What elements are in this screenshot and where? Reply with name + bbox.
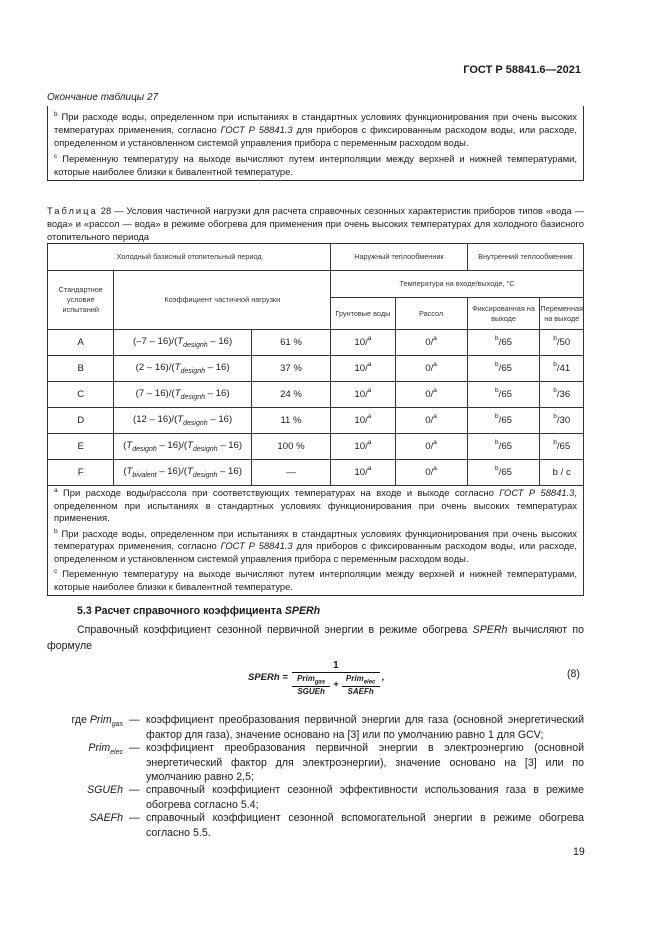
section-symbol: SPERh xyxy=(284,605,321,617)
note-text: для приборов с фиксированным расходом воды, или расходе, определенном и установленном системой управления прибора с переменным расходом воды. xyxy=(54,540,577,564)
cell-brine: 0/$^a$ xyxy=(395,434,467,460)
table-footnotes xyxy=(47,484,584,596)
definition-text: справочный коэффициент сезонной эффективности использования газа в режиме обогрева согласно 5.4; xyxy=(146,784,584,811)
cell-coefficient: $(-7 - 16)/(T_{designh} - 16)$ xyxy=(114,330,251,356)
header-fixed-outlet: Фиксированная на выходе xyxy=(467,298,540,330)
table-row xyxy=(48,460,584,486)
formula-saefh: SAEFh xyxy=(347,686,374,696)
header-period: Холодный базисный отопительный период xyxy=(48,244,331,271)
cell-percent: 61 % xyxy=(251,330,330,356)
cell-fixed: $^b$/65 xyxy=(467,356,540,382)
definition-dash: — xyxy=(129,714,140,726)
header-temperature: Температура на входе/выходе, °С xyxy=(331,271,584,298)
equation-number: (8) xyxy=(567,668,580,680)
header-brine: Рассол xyxy=(395,298,467,330)
document-header: ГОСТ Р 58841.6—2021 xyxy=(463,64,581,76)
note-text: При расходе воды/рассола при соответствующих температурах на входе и выходе согласно xyxy=(57,487,500,498)
cell-variable: b / c xyxy=(540,460,584,486)
definition-text: коэффициент преобразования первичной энергии для газа (основной энергетический фактор для газа), значение основано на [3] или по умолчанию равно 1 для GCV; xyxy=(146,714,584,741)
note-text: для приборов с фиксированным расходом воды, или расходе, определенном и установленном системой управления прибора с переменным расходом воды. xyxy=(54,124,577,148)
continuation-label: Окончание таблицы 27 xyxy=(47,92,159,103)
note-mark: b xyxy=(54,111,58,118)
note-text: При расходе воды, определенном при испытаниях в стандартных условиях функционирования при очень высоких температурах применения, согласно xyxy=(54,111,577,135)
table-row xyxy=(48,382,584,408)
formula-numerator: 1 xyxy=(333,660,339,671)
definition-text: справочный коэффициент сезонной вспомогательной энергии в режиме обогрева согласно 5.5. xyxy=(146,812,584,839)
paragraph-text: Справочный коэффициент сезонной первичной энергии в режиме обогрева xyxy=(77,624,473,636)
note-c xyxy=(48,149,583,178)
cell-ground-water: 10/$^a$ xyxy=(331,460,395,486)
cell-fixed: $^b$/65 xyxy=(467,382,540,408)
footnote-a xyxy=(48,484,583,525)
header-coefficient: Коэффициент частичной нагрузки xyxy=(114,271,331,330)
cell-condition: D xyxy=(48,408,114,434)
formula-comma: , xyxy=(381,672,385,684)
table-caption xyxy=(47,204,584,243)
table-row xyxy=(48,356,584,382)
cell-ground-water: 10/$^a$ xyxy=(331,330,395,356)
definition-dash: — xyxy=(129,812,140,824)
cell-brine: 0/$^a$ xyxy=(395,356,467,382)
header-condition: Стандартное условие испытаний xyxy=(48,271,114,330)
table-row xyxy=(48,408,584,434)
cell-ground-water: 10/$^a$ xyxy=(331,408,395,434)
cell-ground-water: 10/$^a$ xyxy=(331,382,395,408)
caption-label: Таблица xyxy=(47,205,98,216)
formula-prim-elec: Prim xyxy=(345,674,364,683)
table-row xyxy=(48,330,584,356)
cell-brine: 0/$^a$ xyxy=(395,330,467,356)
note-text: При расходе воды, определенном при испытаниях в стандартных условиях функционирования при очень высоких температурах применения, согласно xyxy=(54,527,577,551)
cell-fixed: $^b$/65 xyxy=(467,460,540,486)
cell-brine: 0/$^a$ xyxy=(395,460,467,486)
cell-ground-water: 10/$^a$ xyxy=(331,434,395,460)
footnote-c xyxy=(48,565,583,593)
table-row xyxy=(48,434,584,460)
cell-percent: — xyxy=(251,460,330,486)
definition-text: коэффициент преобразования первичной энергии в электроэнергию (основной энергетический фактор для электроэнергии), значение основано на [3] или по умолчанию равно 2,5; xyxy=(146,742,584,783)
reference: ГОСТ Р 58841.3 xyxy=(220,124,293,135)
note-text: Переменную температуру на выходе вычисляют путем интерполяции между верхней и нижней температурами, которые наиболее близки к бивалентной температуре. xyxy=(54,153,577,177)
cell-percent: 11 % xyxy=(251,408,330,434)
cell-coefficient: $(7 - 16)/(T_{designh} - 16)$ xyxy=(114,382,251,408)
body-paragraph xyxy=(47,622,584,654)
cell-variable: $^b$/65 xyxy=(540,434,584,460)
note-mark: c xyxy=(54,153,58,160)
cell-brine: 0/$^a$ xyxy=(395,382,467,408)
note-text: , определенном при испытаниях в стандартных условиях функционирования при очень высоких температурах применения. xyxy=(54,487,577,523)
note-b xyxy=(48,106,583,149)
cell-percent: 100 % xyxy=(251,434,330,460)
cell-coefficient: $(T_{bivalent} - 16)/(T_{designh} - 16)$ xyxy=(114,460,251,486)
cell-coefficient: $(2 - 16)/(T_{designh} - 16)$ xyxy=(114,356,251,382)
reference: ГОСТ Р 58841.3 xyxy=(499,487,575,498)
definition-dash: — xyxy=(129,784,140,796)
cell-variable: $^b$/36 xyxy=(540,382,584,408)
definition-term: SAEFh xyxy=(89,812,123,824)
cell-percent: 37 % xyxy=(251,356,330,382)
header-indoor: Внутренний теплообменник xyxy=(467,244,583,271)
cell-ground-water: 10/$^a$ xyxy=(331,356,395,382)
cell-coefficient: $(T_{designh} - 16)/(T_{designh} - 16)$ xyxy=(114,434,251,460)
definition-term: Prim$_{elec}$ xyxy=(88,742,123,757)
formula-prim-gas: Prim xyxy=(297,674,315,683)
page-number: 19 xyxy=(573,846,585,858)
section-heading xyxy=(77,605,320,617)
reference: ГОСТ Р 58841.3 xyxy=(220,540,293,551)
footnote-b xyxy=(48,525,583,566)
formula xyxy=(248,660,385,696)
formula-plus: + xyxy=(333,679,339,691)
formula-sguh: SGUEh xyxy=(297,686,325,696)
cell-fixed: $^b$/65 xyxy=(467,434,540,460)
paragraph-text: вычисляют по формуле xyxy=(47,624,584,652)
cell-fixed: $^b$/65 xyxy=(467,330,540,356)
paragraph-symbol: SPERh xyxy=(472,624,508,636)
definition-term: где Prim$_{gas}$ xyxy=(71,714,123,729)
cell-variable: $^b$/30 xyxy=(540,408,584,434)
cell-coefficient: $(12 - 16)/(T_{designh} - 16)$ xyxy=(114,408,251,434)
header-ground-water: Грунтовые воды xyxy=(331,298,395,330)
cell-condition: A xyxy=(48,330,114,356)
formula-lhs: SPERh = xyxy=(248,672,288,684)
cell-condition: E xyxy=(48,434,114,460)
conditions-table xyxy=(47,243,584,486)
note-text: Переменную температуру на выходе вычисляют путем интерполяции между верхней и нижней температурами, которые наиболее близки к бивалентной температуре. xyxy=(54,568,577,592)
cell-condition: F xyxy=(48,460,114,486)
formula-sub: gas xyxy=(314,679,326,686)
header-variable-outlet: Переменная на выходе xyxy=(540,298,584,330)
cell-brine: 0/$^a$ xyxy=(395,408,467,434)
header-outdoor: Наружный теплообменник xyxy=(331,244,467,271)
note-mark: c xyxy=(54,568,58,575)
section-title: 5.3 Расчет справочного коэффициента xyxy=(77,605,285,617)
cell-condition: B xyxy=(48,356,114,382)
cell-variable: $^b$/41 xyxy=(540,356,584,382)
cell-variable: $^b$/50 xyxy=(540,330,584,356)
definition-term: SGUEh xyxy=(87,784,123,796)
definition-dash: — xyxy=(129,742,140,754)
cell-condition: C xyxy=(48,382,114,408)
previous-table-notes xyxy=(47,106,584,181)
caption-text: 28 — Условия частичной нагрузки для расчета справочных сезонных характеристик приборов типов «вода — вода» и «рассол — вода» в режиме обогрева для применения при очень высоких температурах для холодного базисного отопительного периода xyxy=(47,205,584,242)
cell-fixed: $^b$/65 xyxy=(467,408,540,434)
note-mark: a xyxy=(54,487,58,494)
note-mark: b xyxy=(54,527,58,535)
cell-percent: 24 % xyxy=(251,382,330,408)
formula-sub: elec xyxy=(363,679,376,686)
